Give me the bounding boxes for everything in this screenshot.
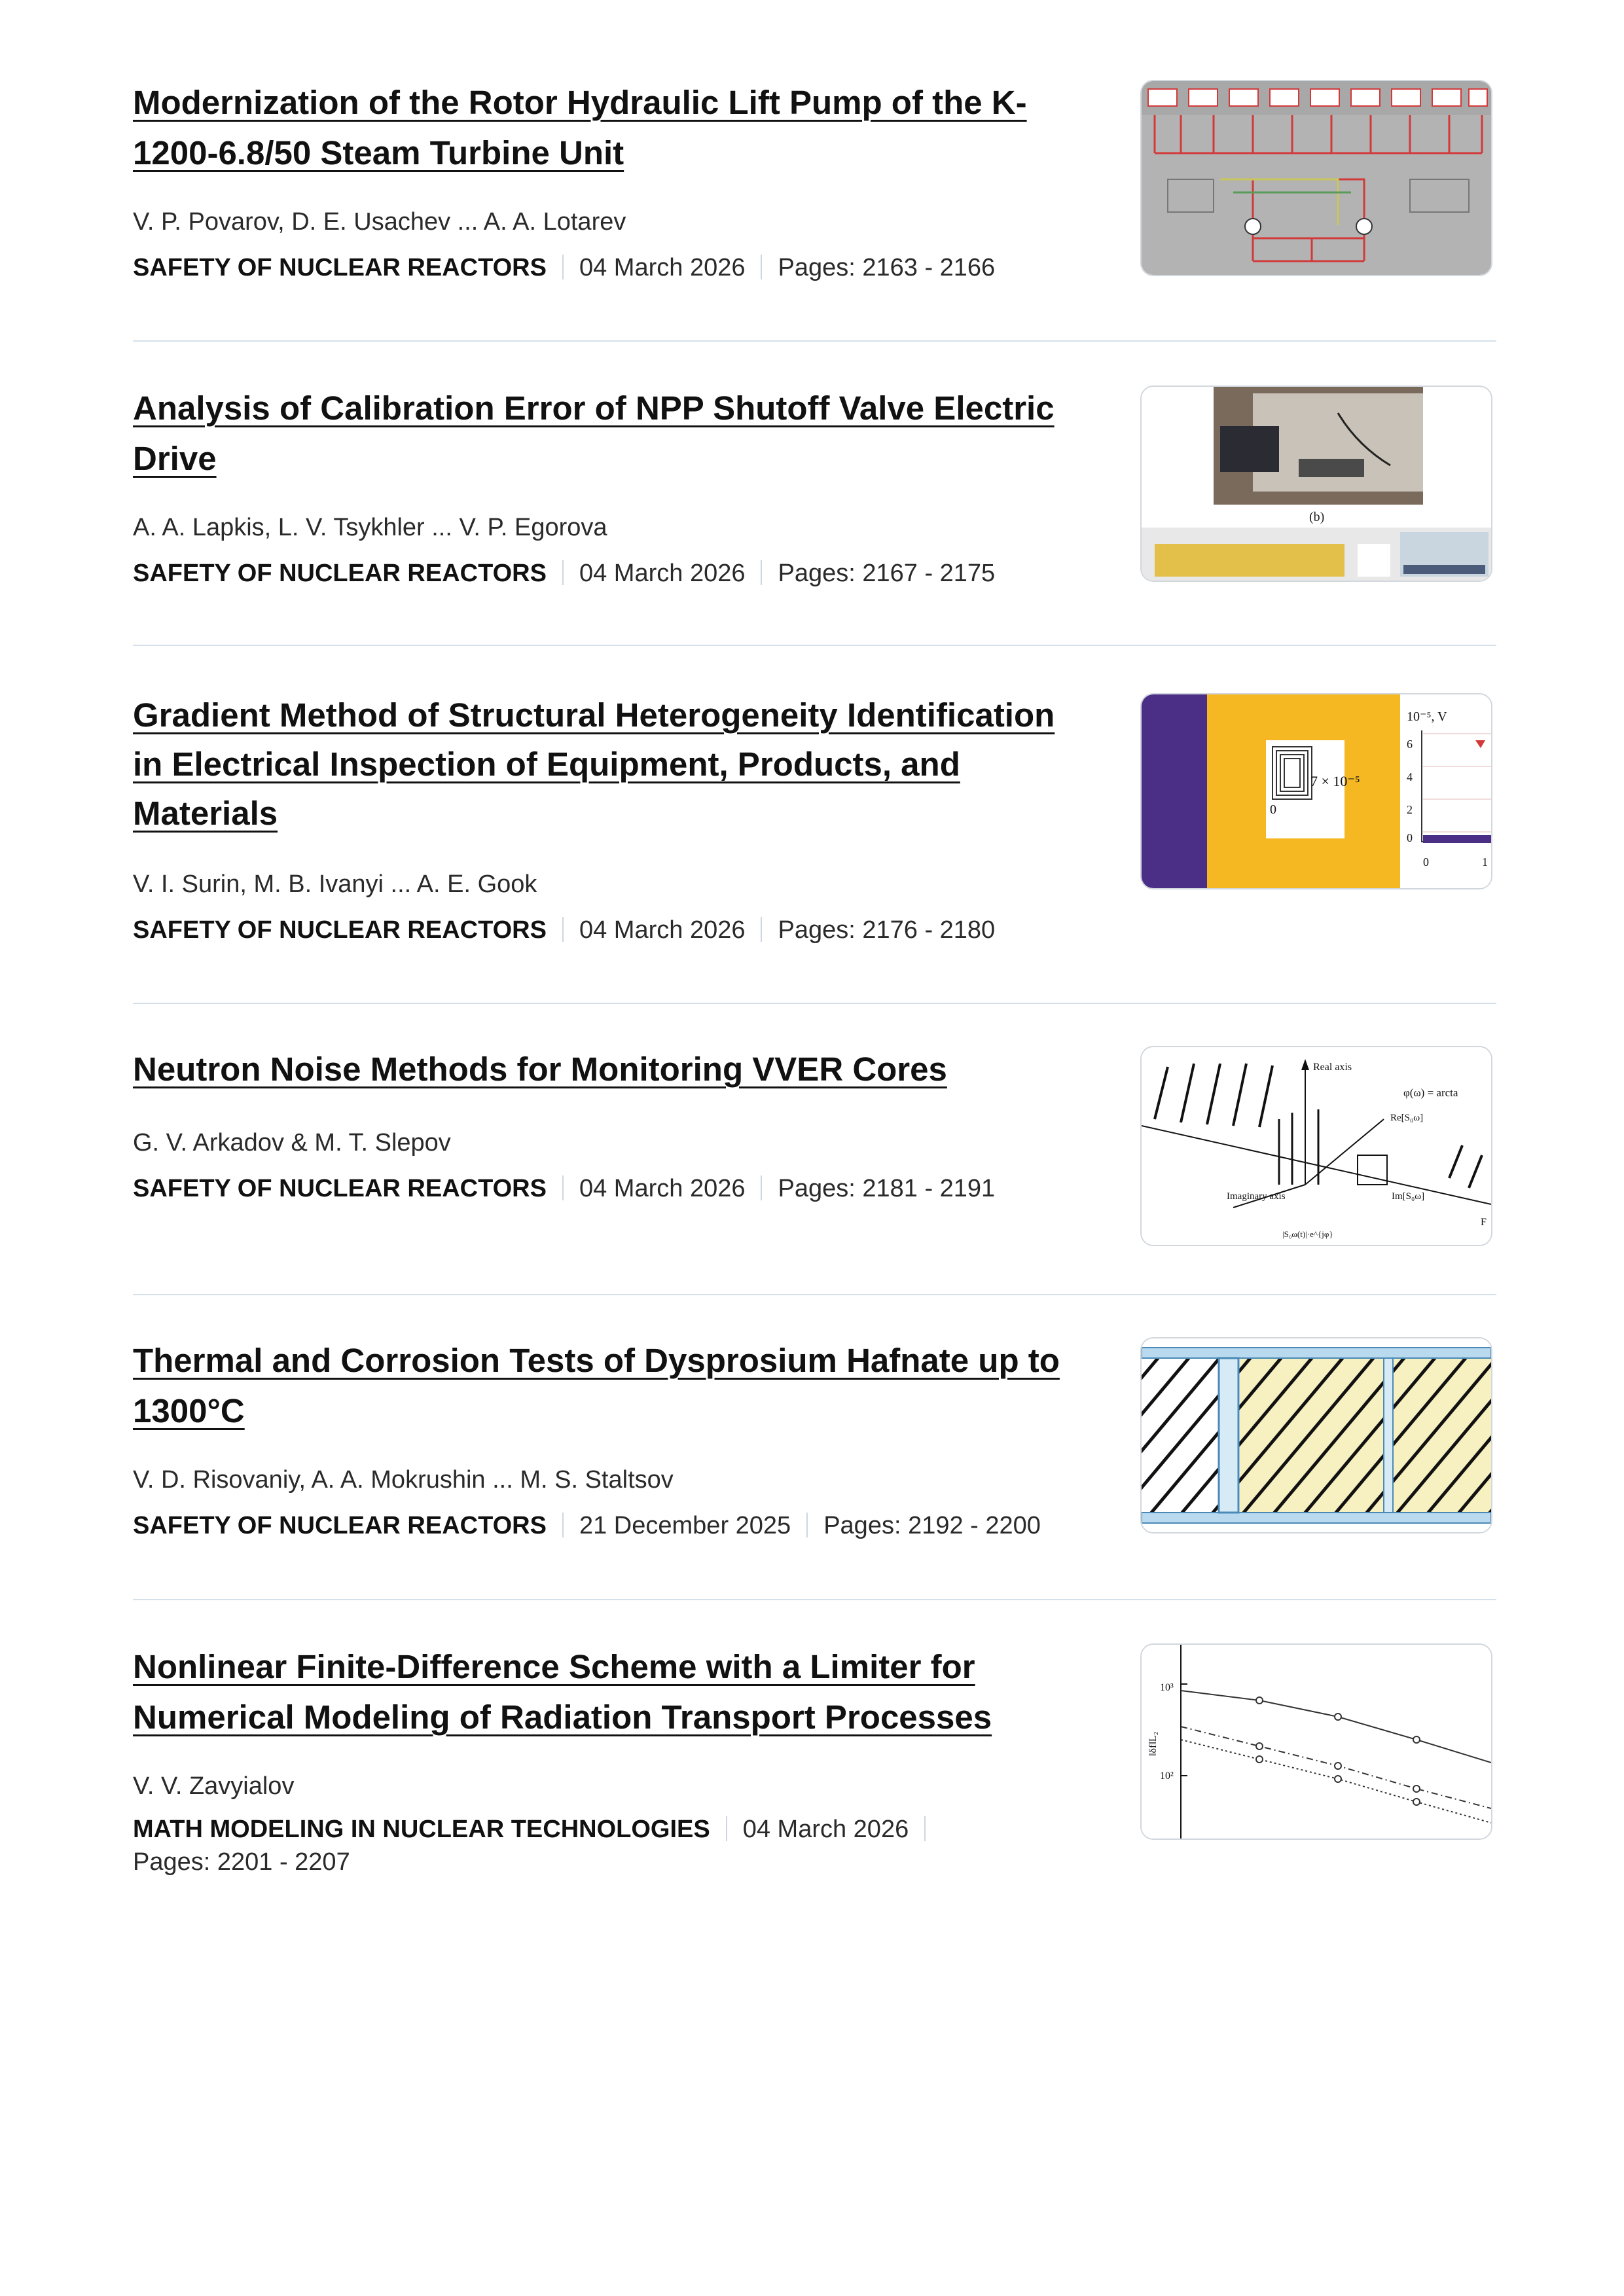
complex-plane-thumbnail[interactable] bbox=[1140, 1046, 1492, 1246]
gradient-map-thumbnail[interactable] bbox=[1140, 693, 1492, 889]
article-meta bbox=[133, 560, 995, 588]
article-item bbox=[133, 1044, 1496, 1239]
page-range: Pages: 2163 - 2166 bbox=[778, 254, 996, 281]
figure-label: 10⁻⁵, V bbox=[1407, 709, 1447, 724]
article-authors: G. V. Arkadov & M. T. Slepov bbox=[133, 1129, 451, 1157]
figure-label: 0 bbox=[1423, 855, 1429, 869]
figure-label: 0 bbox=[1270, 802, 1276, 817]
article-title[interactable]: Nonlinear Finite-Difference Scheme with a Limiter for Numerical Modeling of Radiation Transport Processes bbox=[133, 1648, 992, 1736]
figure-label: Im[S₀ω] bbox=[1392, 1191, 1425, 1202]
hatched-section-figure bbox=[1142, 1338, 1491, 1532]
figure-label: Real axis bbox=[1313, 1062, 1352, 1073]
hatched-section-thumbnail[interactable] bbox=[1140, 1337, 1492, 1534]
article-authors: A. A. Lapkis, L. V. Tsykhler ... V. P. Egorova bbox=[133, 514, 607, 541]
complex-plane-figure bbox=[1142, 1047, 1491, 1245]
article-meta bbox=[133, 1175, 995, 1203]
divider bbox=[806, 1513, 808, 1537]
page-range: Pages: 2201 - 2207 bbox=[133, 1848, 350, 1876]
article-meta bbox=[133, 1813, 941, 1878]
publication-date: 04 March 2026 bbox=[579, 1175, 746, 1202]
figure-label: (b) bbox=[1309, 510, 1325, 524]
divider bbox=[761, 255, 762, 279]
divider bbox=[761, 1175, 762, 1200]
divider bbox=[562, 1175, 564, 1200]
journal-link[interactable]: SAFETY OF NUCLEAR REACTORS bbox=[133, 560, 547, 587]
article-item bbox=[133, 1335, 1496, 1551]
divider bbox=[562, 1513, 564, 1537]
divider bbox=[726, 1816, 727, 1841]
journal-link[interactable]: MATH MODELING IN NUCLEAR TECHNOLOGIES bbox=[133, 1816, 710, 1843]
divider bbox=[562, 560, 564, 585]
divider bbox=[133, 1599, 1496, 1600]
divider bbox=[562, 255, 564, 279]
article-item bbox=[133, 691, 1496, 959]
figure-label: |S₀ω(t)|·e^{jφ} bbox=[1282, 1229, 1333, 1239]
article-title[interactable]: Gradient Method of Structural Heterogeneity Identification in Electrical Inspection of Equipment, Products, and Materials bbox=[133, 696, 1055, 832]
figure-label: φ(ω) = arcta bbox=[1403, 1086, 1458, 1099]
page-range: Pages: 2192 - 2200 bbox=[823, 1512, 1041, 1539]
figure-label: 10² bbox=[1160, 1770, 1174, 1782]
divider bbox=[761, 917, 762, 942]
convergence-plot-thumbnail[interactable] bbox=[1140, 1643, 1492, 1840]
figure-label: 2 bbox=[1407, 803, 1413, 816]
figure-label: 10³ bbox=[1160, 1682, 1174, 1693]
publication-date: 04 March 2026 bbox=[579, 916, 746, 944]
article-item bbox=[133, 1641, 1496, 1903]
divider bbox=[924, 1816, 926, 1841]
article-authors: V. P. Povarov, D. E. Usachev ... A. A. Lotarev bbox=[133, 208, 626, 236]
figure-label: ‖δf‖L₂ bbox=[1147, 1731, 1159, 1756]
figure-label: 4 bbox=[1407, 770, 1413, 783]
hydraulic-scheme-thumbnail[interactable] bbox=[1140, 80, 1492, 276]
publication-date: 04 March 2026 bbox=[579, 560, 746, 587]
page-range: Pages: 2181 - 2191 bbox=[778, 1175, 996, 1202]
convergence-plot-figure bbox=[1142, 1645, 1491, 1839]
article-title[interactable]: Analysis of Calibration Error of NPP Shutoff Valve Electric Drive bbox=[133, 389, 1055, 477]
page-range: Pages: 2176 - 2180 bbox=[778, 916, 996, 944]
article-authors: V. V. Zavyialov bbox=[133, 1772, 295, 1800]
figure-label: Re[S₀ω] bbox=[1390, 1113, 1424, 1123]
divider bbox=[133, 1294, 1496, 1295]
publication-date: 04 March 2026 bbox=[742, 1816, 909, 1843]
page-range: Pages: 2167 - 2175 bbox=[778, 560, 996, 587]
article-title[interactable]: Neutron Noise Methods for Monitoring VVER Cores bbox=[133, 1050, 947, 1088]
lab-photo-thumbnail[interactable] bbox=[1140, 386, 1492, 582]
publication-date: 21 December 2025 bbox=[579, 1512, 791, 1539]
figure-label: Imaginary axis bbox=[1227, 1191, 1286, 1202]
divider bbox=[562, 917, 564, 942]
figure-label: 1 bbox=[1482, 855, 1488, 869]
journal-link[interactable]: SAFETY OF NUCLEAR REACTORS bbox=[133, 254, 547, 281]
article-item bbox=[133, 77, 1496, 293]
journal-link[interactable]: SAFETY OF NUCLEAR REACTORS bbox=[133, 1175, 547, 1202]
article-authors: V. D. Risovaniy, A. A. Mokrushin ... M. S. Staltsov bbox=[133, 1466, 674, 1494]
divider bbox=[133, 340, 1496, 342]
article-authors: V. I. Surin, M. B. Ivanyi ... A. E. Gook bbox=[133, 870, 537, 898]
article-meta bbox=[133, 254, 995, 282]
lab-photo-figure bbox=[1142, 387, 1491, 581]
figure-label: F bbox=[1481, 1217, 1487, 1228]
figure-label: 0 bbox=[1407, 831, 1413, 844]
divider bbox=[761, 560, 762, 585]
gradient-map-figure bbox=[1142, 694, 1491, 888]
article-meta bbox=[133, 916, 995, 944]
article-title[interactable]: Thermal and Corrosion Tests of Dysprosium Hafnate up to 1300°C bbox=[133, 1342, 1060, 1429]
article-item bbox=[133, 383, 1496, 599]
journal-link[interactable]: SAFETY OF NUCLEAR REACTORS bbox=[133, 916, 547, 944]
divider bbox=[133, 645, 1496, 646]
figure-label: 6 bbox=[1407, 738, 1413, 751]
publication-date: 04 March 2026 bbox=[579, 254, 746, 281]
figure-label: 7 × 10⁻⁵ bbox=[1310, 773, 1360, 789]
divider bbox=[133, 1003, 1496, 1004]
journal-link[interactable]: SAFETY OF NUCLEAR REACTORS bbox=[133, 1512, 547, 1539]
hydraulic-scheme-figure bbox=[1142, 81, 1491, 275]
article-meta bbox=[133, 1512, 1041, 1540]
article-title[interactable]: Modernization of the Rotor Hydraulic Lift Pump of the K-1200-6.8/50 Steam Turbine Unit bbox=[133, 84, 1027, 171]
